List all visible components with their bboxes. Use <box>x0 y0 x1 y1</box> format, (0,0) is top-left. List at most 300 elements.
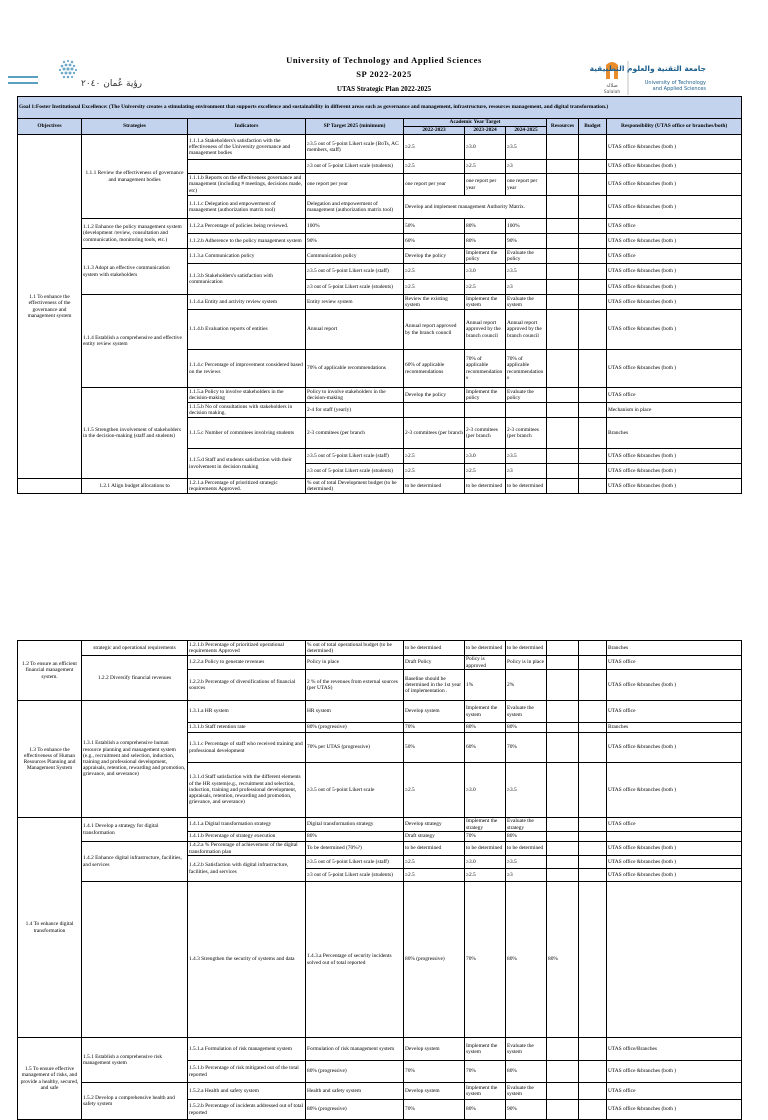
sp-target-cell: ≥3.5 out of 5-point Likert scale (staff) <box>306 264 404 280</box>
responsibility-cell: UTAS office <box>607 1083 742 1100</box>
responsibility-cell: UTAS office &branches (both ) <box>607 733 742 763</box>
resources-cell <box>547 135 579 160</box>
resources-cell <box>547 249 579 264</box>
responsibility-cell: Mechanism in place <box>607 403 742 418</box>
col-strategies: Strategies <box>82 119 188 135</box>
year1-cell: 70% <box>404 723 465 733</box>
year2-cell: Implement the policy <box>465 249 506 264</box>
resources-cell <box>547 832 579 842</box>
col-budget: Budget <box>579 119 607 135</box>
budget-cell <box>579 641 607 656</box>
strategy-cell: 1.4.2 Enhance digital infrastructure, facilities, and services <box>82 842 188 882</box>
responsibility-cell: UTAS office <box>607 818 742 832</box>
year3-cell <box>506 403 547 418</box>
year1-cell: ≥2.5 <box>404 464 465 479</box>
indicator-cell: 1.2.2.b Percentage of diversifications of financial sources <box>188 670 306 701</box>
responsibility-cell: Branches <box>607 641 742 656</box>
strategy-cell: 1.5.1 Establish a comprehensive risk management system <box>82 1038 188 1083</box>
budget-cell <box>579 219 607 234</box>
budget-cell <box>579 1061 607 1083</box>
budget-cell <box>579 310 607 350</box>
year2-cell: 2-3 commitees (per branch <box>465 418 506 449</box>
resources-cell <box>547 733 579 763</box>
year3-cell: Evaluate the system <box>506 1038 547 1061</box>
year-span-cell: Develop and implement management Authority Matrix. <box>404 196 547 219</box>
indicator-cell: 1.4.2.a % Percentage of achievement of the digital transformation plan <box>188 842 306 856</box>
year2-cell: 70% <box>465 832 506 842</box>
sp-target-cell: 80% (progressive) <box>306 1100 404 1120</box>
resources-cell <box>547 723 579 733</box>
strategic-plan-table-page-1 <box>17 96 742 494</box>
col-year-1: 2022-2023 <box>404 127 465 135</box>
year1-cell: 60% <box>404 234 465 249</box>
strategy-cell: 1.1.1 Review the effectiveness of governance and management bodies <box>82 135 188 219</box>
budget-cell <box>579 449 607 464</box>
sp-target-cell: ≥3.5 out of 5-point Likert scale (BoTs, AC members, staff) <box>306 135 404 160</box>
year1-cell: Annual report approved by the branch council <box>404 310 465 350</box>
resources-cell <box>547 388 579 403</box>
year3-cell: ≥3 <box>506 869 547 882</box>
sp-target-cell: Entity review system <box>306 295 404 310</box>
sp-target-cell: 90% <box>306 234 404 249</box>
year1-cell: Develop the policy <box>404 249 465 264</box>
year3-cell: Evaluate the system <box>506 701 547 723</box>
year3-cell: 100% <box>506 219 547 234</box>
indicator-cell: 1.1.4.c Percentage of improvement considered based on the reviews <box>188 350 306 388</box>
sp-target-cell: ≥3.5 out of 5-point Likert scale <box>306 763 404 818</box>
year3-cell: 2% <box>506 670 547 701</box>
responsibility-cell: Branches <box>607 723 742 733</box>
responsibility-cell: Branches <box>607 418 742 449</box>
year3-cell: ≥3.5 <box>506 135 547 160</box>
year1-cell: 50% <box>404 733 465 763</box>
header-title: University of Technology and Applied Sciences <box>286 55 482 65</box>
indicator-cell: 1.1.4.b Evaluation reports of entities <box>188 310 306 350</box>
budget-cell <box>579 1038 607 1061</box>
table-row <box>18 219 742 234</box>
budget-cell <box>579 350 607 388</box>
header-sp-label: SP 2022-2025 <box>356 69 412 79</box>
strategy-cell: 1.2.2 Diversify financial revenues <box>82 656 188 701</box>
responsibility-cell: UTAS office &branches (both ) <box>607 842 742 856</box>
year3-cell: ≥3 <box>506 280 547 295</box>
year3-cell: 80% <box>506 723 547 733</box>
budget-cell <box>579 733 607 763</box>
year1-cell: one report per year <box>404 174 465 196</box>
sp-target-cell: 80% <box>306 832 404 842</box>
logo-left-text: رؤية عُمان ٢٠٤٠ <box>81 79 143 89</box>
year3-cell: ≥3.5 <box>506 264 547 280</box>
col-objectives: Objectives <box>18 119 82 135</box>
sp-target-cell: ≥3 out of 5-point Likert scale (students) <box>306 464 404 479</box>
year3-cell: 90% <box>506 1100 547 1120</box>
objective-cell: 1.5 To ensure effective management of risks, and provide a healthy, secured, and safe <box>18 1038 82 1120</box>
year2-cell: 80% <box>465 219 506 234</box>
objective-cell: 1.1 To enhance the effectiveness of the governance and management system <box>18 135 82 479</box>
resources-cell <box>547 295 579 310</box>
year2-cell: Policy is approved <box>465 656 506 670</box>
strategy-cell: 1.1.2 Enhance the policy management system (development /review, consultation and communication, monitoring tools, etc.) <box>82 219 188 249</box>
resources-cell <box>547 174 579 196</box>
indicator-cell: 1.1.5.b No of consultations with stakeholders in decision making. <box>188 403 306 418</box>
budget-cell <box>579 701 607 723</box>
table-row <box>18 1083 742 1100</box>
table-row <box>18 656 742 670</box>
indicator-cell: 1.5.1.b Percentage of risk mitigated out of the total reported <box>188 1061 306 1083</box>
sp-target-cell: Health and safety system <box>306 1083 404 1100</box>
responsibility-cell: UTAS office &branches (both ) <box>607 464 742 479</box>
sp-target-cell: Delegation and empowerment of management (authorization matrix tool) <box>306 196 404 219</box>
year3-cell: ≥3.5 <box>506 856 547 869</box>
responsibility-cell: UTAS office &branches (both ) <box>607 350 742 388</box>
year2-cell: Implement the system <box>465 1083 506 1100</box>
table-row <box>18 882 742 1038</box>
year2-cell: Implement the policy <box>465 388 506 403</box>
year1-cell: ≥2.5 <box>404 763 465 818</box>
resources-cell <box>579 882 607 1038</box>
responsibility-cell: UTAS office/Branches <box>607 1038 742 1061</box>
year3-cell: 80% <box>506 1061 547 1083</box>
year1-cell: ≥2.5 <box>404 135 465 160</box>
table-row <box>18 1038 742 1061</box>
year3-cell: 70% <box>506 733 547 763</box>
year2-cell: ≥2.5 <box>465 280 506 295</box>
indicator-cell: 1.3.1.a HR system <box>188 701 306 723</box>
year2-cell: Implement the strategy <box>465 818 506 832</box>
indicator-cell: 1.4.1.b Percentage of strategy execution <box>188 832 306 842</box>
year3-cell: ≥3 <box>506 160 547 174</box>
year2-cell: 80% <box>465 723 506 733</box>
resources-cell <box>547 818 579 832</box>
col-sp-target: SP Target 2025 (minimum) <box>306 119 404 135</box>
budget-cell <box>579 869 607 882</box>
indicator-cell: 1.4.1.a Digital transformation strategy <box>188 818 306 832</box>
sp-target-cell: Annual report <box>306 310 404 350</box>
sp-target-cell: 80% (progressive) <box>306 723 404 733</box>
indicator-cell: 1.1.5.d Staff and students satisfaction with their involvement in decision making <box>188 449 306 479</box>
document-page-1 <box>0 0 768 542</box>
responsibility-cell: UTAS office &branches (both ) <box>607 869 742 882</box>
indicator-cell: 1.5.1.a Formulation of risk management system <box>188 1038 306 1061</box>
document-page-2 <box>0 640 768 1116</box>
budget-cell <box>579 295 607 310</box>
resources-cell <box>547 670 579 701</box>
resources-cell <box>547 310 579 350</box>
indicator-cell: 1.2.1.b Percentage of prioritized operational requirements Approved <box>188 641 306 656</box>
budget-cell <box>579 249 607 264</box>
budget-cell <box>579 280 607 295</box>
year1-cell: Develop system <box>404 1038 465 1061</box>
year1-cell: ≥2.5 <box>404 449 465 464</box>
responsibility-cell: UTAS office <box>607 701 742 723</box>
objective-cell: 1.4 To enhance digital transformation <box>18 818 82 1038</box>
year2-cell: Implement the system <box>465 295 506 310</box>
year1-cell: 70% <box>465 882 506 1038</box>
year2-cell: Implement the system <box>465 1038 506 1061</box>
resources-cell <box>547 763 579 818</box>
year1-cell: to be determined <box>404 842 465 856</box>
budget-cell <box>579 818 607 832</box>
responsibility-cell: UTAS office &branches (both ) <box>607 174 742 196</box>
year2-cell: to be determined <box>465 479 506 494</box>
year3-cell: 70% of applicable recommendations <box>506 350 547 388</box>
resources-cell <box>547 1038 579 1061</box>
sp-target-cell: % out of total operational budget (to be determined) <box>306 641 404 656</box>
indicator-cell: 1.3.1.d Staff satisfaction with the different elements of the HR system(e.g., recruitment and selection, induction, training and professional development, appraisals, retention, rewarding and promotion, grievance, and severance) <box>188 763 306 818</box>
year1-cell: 70% <box>404 1061 465 1083</box>
indicator-cell: 1.4.2.b Satisfaction with digital infrastructure, facilities, and services <box>188 856 306 882</box>
resources-cell <box>547 234 579 249</box>
indicator-cell: 1.1.1.b Reports on the effectiveness governance and management (including # meetings, decisions made, etc) <box>188 174 306 196</box>
objective-cell: 1.3 To enhance the effectiveness of Human Resources Planning and Management System <box>18 701 82 818</box>
year2-cell: 60% <box>465 733 506 763</box>
strategy-cell: 1.1.3 Adopt an effective communication system with stakeholders <box>82 249 188 295</box>
year3-cell: Annual report approved by the branch council <box>506 310 547 350</box>
indicator-cell: 1.5.2.b Percentage of incidents addressed out of total reported <box>188 1100 306 1120</box>
indicator-cell: 1.2.1.a Percentage of prioritized strategic requirements Approved. <box>188 479 306 494</box>
responsibility-cell: UTAS office &branches (both ) <box>607 234 742 249</box>
responsibility-cell: UTAS office &branches (both ) <box>607 449 742 464</box>
budget-cell <box>579 160 607 174</box>
year1-cell: 70% <box>404 1100 465 1120</box>
year3-cell: to be determined <box>506 479 547 494</box>
strategic-plan-table-page-2 <box>17 640 742 1120</box>
year3-cell: 80% <box>547 882 579 1038</box>
year3-cell: to be determined <box>506 842 547 856</box>
year3-cell: 80% <box>506 832 547 842</box>
strategy-cell: 1.2.1 Align budget allocations to <box>82 479 188 494</box>
resources-cell <box>547 350 579 388</box>
objective-cell: 1.2 To ensure an efficient financial management system. <box>18 641 82 701</box>
year3-cell: ≥3 <box>506 464 547 479</box>
year2-cell: ≥3.0 <box>465 763 506 818</box>
resources-cell <box>547 160 579 174</box>
sp-target-cell: 2 % of the revenues from external sources (per UTAS) <box>306 670 404 701</box>
table-row <box>18 388 742 403</box>
indicator-cell: 1.2.2.a Policy to generate revenues <box>188 656 306 670</box>
year1-cell: Review the existing system <box>404 295 465 310</box>
sp-target-cell: 70% per UTAS (progressive) <box>306 733 404 763</box>
sp-target-cell: ≥3 out of 5-point Likert scale (students) <box>306 280 404 295</box>
year3-cell: Evaluate the system <box>506 295 547 310</box>
table-row <box>18 701 742 723</box>
year3-cell: 90% <box>506 234 547 249</box>
svg-text:and Applied Sciences: and Applied Sciences <box>652 86 706 92</box>
year2-cell: to be determined <box>465 641 506 656</box>
sp-target-cell: 100% <box>306 219 404 234</box>
header-row <box>18 119 742 127</box>
strategy-cell: 1.3.1 Establish a comprehensive human resource planning and management system (e.g., recruitment and selection, induction, training and professional development, appraisals, retention, rewarding and promotion, grievance, and severance) <box>82 701 188 818</box>
table-row <box>18 295 742 310</box>
year1-cell: to be determined <box>404 641 465 656</box>
col-year-3: 2024-2025 <box>506 127 547 135</box>
year3-cell: Evaluate the system <box>506 1083 547 1100</box>
year2-cell: to be determined <box>465 842 506 856</box>
col-academic-year-target: Academic Year Target <box>404 119 547 127</box>
table-row <box>18 641 742 656</box>
year2-cell: 80% <box>465 234 506 249</box>
sp-target-cell: % out of total Development budget (to be determined) <box>306 479 404 494</box>
goal-text: Goal 1:Foster Institutional Excellence: (The University creates a stimulating environment that supports excellence and sustainability in different areas such as governance and management, infrastructure, resources management, and digital transformation.) <box>18 97 742 119</box>
resources-cell <box>547 280 579 295</box>
sp-target-cell: ≥3 out of 5-point Likert scale (students) <box>306 160 404 174</box>
budget-cell <box>579 856 607 869</box>
responsibility-cell: UTAS office <box>607 219 742 234</box>
goal-row <box>18 97 742 119</box>
responsibility-cell: UTAS office &branches (both ) <box>607 160 742 174</box>
indicator-cell: 1.1.1.c Delegation and empowerment of management (authorization matrix tool) <box>188 196 306 219</box>
sp-target-cell: ≥3.5 out of 5-point Likert scale (staff) <box>306 856 404 869</box>
year1-cell: ≥2.5 <box>404 869 465 882</box>
resources-cell <box>547 479 579 494</box>
resources-cell <box>547 641 579 656</box>
year1-cell: to be determined <box>404 479 465 494</box>
sp-target-cell: Communication policy <box>306 249 404 264</box>
svg-text:جامعة التقنية والعلوم التطبيقي: جامعة التقنية والعلوم التطبيقية <box>589 64 706 73</box>
sp-target-cell: To be determined (70%?) <box>306 842 404 856</box>
budget-cell <box>579 403 607 418</box>
year2-cell: ≥3.0 <box>465 135 506 160</box>
year1-cell: ≥2.5 <box>404 856 465 869</box>
resources-cell <box>547 196 579 219</box>
indicator-cell: 1.1.4.a Entity and activity review system <box>188 295 306 310</box>
col-resources: Resources <box>547 119 579 135</box>
table-row <box>18 249 742 264</box>
table-row <box>18 842 742 856</box>
indicator-cell: 1.3.1.c Percentage of staff who received training and professional development <box>188 733 306 763</box>
strategy-cell: 1.1.5 Strengthen involvement of stakeholders in the decision-making (staff and students) <box>82 388 188 479</box>
resources-cell <box>547 856 579 869</box>
year3-cell: ≥3.5 <box>506 763 547 818</box>
year3-cell: Evaluate the policy <box>506 388 547 403</box>
year2-cell: 70% <box>465 1061 506 1083</box>
sp-target-cell: ≥3.5 out of 5-point Likert scale (staff) <box>306 449 404 464</box>
strategy-cell: 1.1.4 Establish a comprehensive and effective entity review system <box>82 295 188 388</box>
strategy-cell: 1.4.1 Develop a strategy for digital transformation <box>82 818 188 842</box>
budget-cell <box>579 1083 607 1100</box>
year2-cell: Implement the system <box>465 701 506 723</box>
page-header <box>0 0 768 98</box>
responsibility-cell: UTAS office &branches (both ) <box>607 280 742 295</box>
year2-cell: 70% of applicable recommendations <box>465 350 506 388</box>
year2-cell: ≥3.0 <box>465 856 506 869</box>
resources-cell <box>547 403 579 418</box>
budget-cell <box>579 763 607 818</box>
year1-cell: 50% <box>404 219 465 234</box>
resources-cell <box>547 264 579 280</box>
svg-text:Salalah: Salalah <box>603 90 621 95</box>
table-row <box>18 135 742 160</box>
resources-cell <box>547 1083 579 1100</box>
sp-target-cell: HR system <box>306 701 404 723</box>
sp-target-cell: Policy in place <box>306 656 404 670</box>
budget-cell <box>579 1100 607 1120</box>
year2-cell: ≥3.0 <box>465 264 506 280</box>
budget-cell <box>579 135 607 160</box>
resources-cell <box>547 1100 579 1120</box>
header-subtitle: UTAS Strategic Plan 2022-2025 <box>336 85 432 93</box>
year1-cell: 60% of applicable recommendations <box>404 350 465 388</box>
sp-target-cell: 2-4 for staff (yearly) <box>306 403 404 418</box>
budget-cell <box>579 234 607 249</box>
year2-cell: ≥2.5 <box>465 160 506 174</box>
resources-cell <box>547 701 579 723</box>
resources-cell <box>547 869 579 882</box>
year2-cell: 80% <box>506 882 547 1038</box>
indicator-cell: 1.3.1.b Staff retention rate <box>188 723 306 733</box>
svg-text:صلالة: صلالة <box>606 83 618 89</box>
budget-cell <box>579 418 607 449</box>
sp-target-cell: Policy to involve stakeholders in the decision-making <box>306 388 404 403</box>
budget-cell <box>579 464 607 479</box>
budget-cell <box>607 882 742 1038</box>
year3-cell: to be determined <box>506 641 547 656</box>
sp-target-cell: 2-3 commitees (per branch <box>306 418 404 449</box>
year1-cell: ≥2.5 <box>404 160 465 174</box>
strategy-cell: strategic and operational requirements <box>82 641 188 656</box>
indicator-cell: 1.1.3.a Communication policy <box>188 249 306 264</box>
indicator-cell: 1.1.3.b Stakeholders's satisfaction with communication <box>188 264 306 295</box>
sp-target-cell: ≥3 out of 5-point Likert scale (students) <box>306 869 404 882</box>
year2-cell: one report per year <box>465 174 506 196</box>
year1-cell: Draft Policy <box>404 656 465 670</box>
page-gap <box>0 542 768 640</box>
responsibility-cell: UTAS office &branches (both ) <box>607 135 742 160</box>
objective-cell <box>18 479 82 494</box>
responsibility-cell: UTAS office &branches (both ) <box>607 196 742 219</box>
year1-cell: Develop system <box>404 1083 465 1100</box>
responsibility-cell: UTAS office <box>607 388 742 403</box>
year3-cell: one report per year <box>506 174 547 196</box>
responsibility-cell: UTAS office &branches (both ) <box>607 310 742 350</box>
indicator-cell: 1.1.5.c Number of commitees involving students <box>188 418 306 449</box>
year1-cell: Baseline should be determined in the 1st year of implementation . <box>404 670 465 701</box>
budget-cell <box>579 264 607 280</box>
sp-target-cell: 80% (progressive) <box>404 882 465 1038</box>
year2-cell: 80% <box>465 1100 506 1120</box>
responsibility-cell: UTAS office &branches (both ) <box>607 1061 742 1083</box>
sp-target-cell: 70% of applicable recommendations <box>306 350 404 388</box>
objective-cell <box>82 882 188 1038</box>
responsibility-cell: UTAS office &branches (both ) <box>607 264 742 280</box>
responsibility-cell: UTAS office &branches (both ) <box>607 295 742 310</box>
year2-cell: ≥2.5 <box>465 869 506 882</box>
col-indicators: Indicators <box>188 119 306 135</box>
year2-cell: 1% <box>465 670 506 701</box>
resources-cell <box>547 219 579 234</box>
year2-cell: Annual report approved by the branch council <box>465 310 506 350</box>
sp-target-cell: Formulation of risk management system <box>306 1038 404 1061</box>
year3-cell: 2-3 commitees (per branch <box>506 418 547 449</box>
budget-cell <box>579 479 607 494</box>
resources-cell <box>547 464 579 479</box>
responsibility-cell: UTAS office &branches (both ) <box>607 670 742 701</box>
resources-cell <box>547 1061 579 1083</box>
year2-cell: ≥2.5 <box>465 464 506 479</box>
year3-cell: Policy is in place <box>506 656 547 670</box>
indicator-cell: 1.4.3.a Percentage of security incidents solved out of total reported <box>306 882 404 1038</box>
year1-cell: 2-3 commitees (per branch <box>404 418 465 449</box>
budget-cell <box>579 174 607 196</box>
year1-cell: ≥2.5 <box>404 280 465 295</box>
responsibility-cell: UTAS office &branches (both ) <box>607 479 742 494</box>
resources-cell <box>547 842 579 856</box>
indicator-cell: 1.1.2.a Percentage of policies being reviewed. <box>188 219 306 234</box>
sp-target-cell: 80% (progressive) <box>306 1061 404 1083</box>
year3-cell: Evaluate the strategy <box>506 818 547 832</box>
year1-cell: Develop strategy <box>404 818 465 832</box>
sp-target-cell: one report per year <box>306 174 404 196</box>
